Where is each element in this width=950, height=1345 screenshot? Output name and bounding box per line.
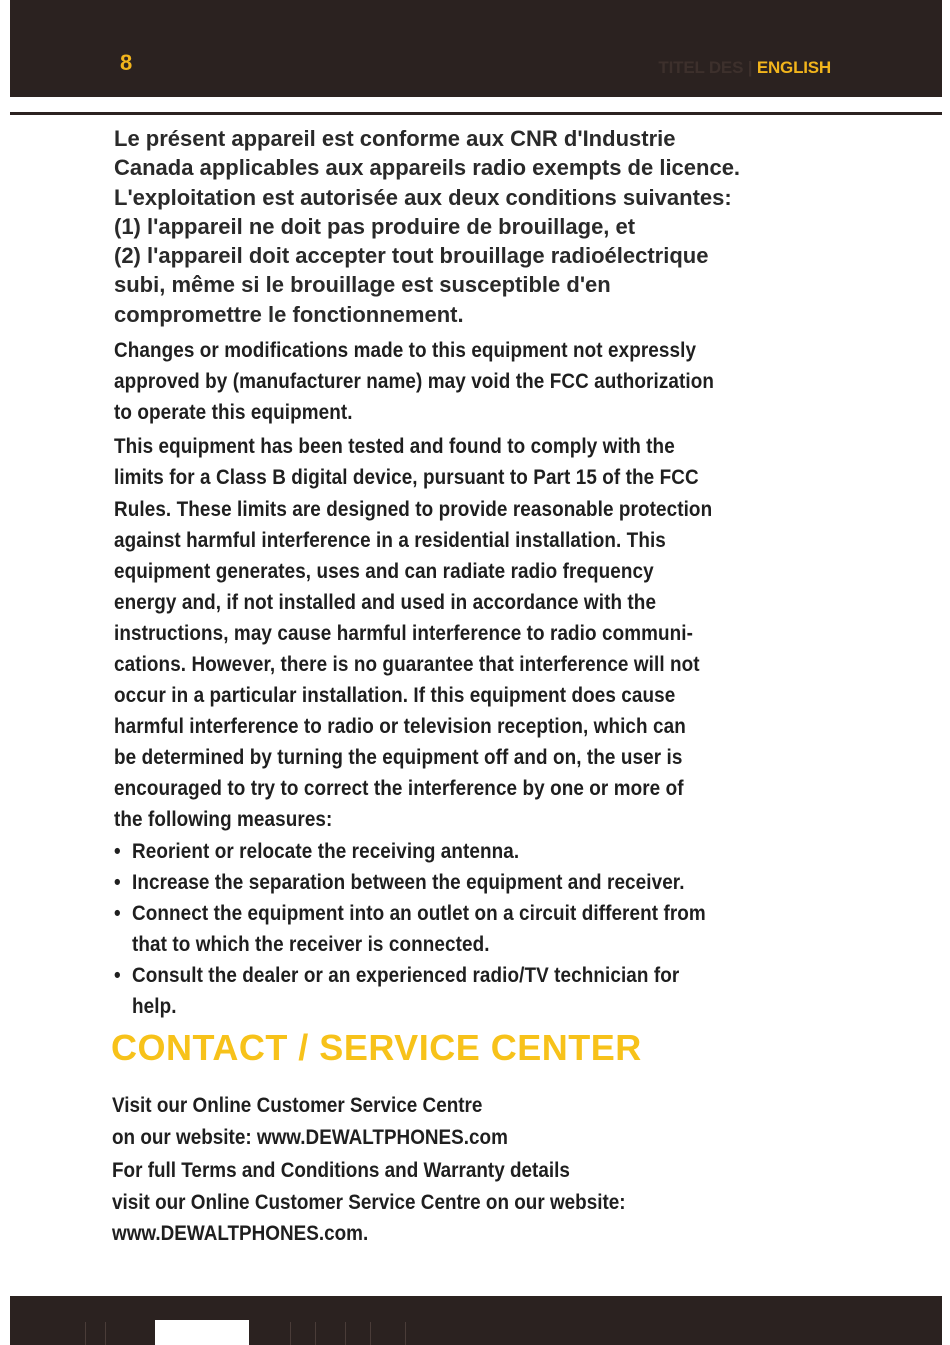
text-line: For full Terms and Conditions and Warranty details (112, 1159, 570, 1182)
text-line: cations. However, there is no guarantee that interference will not (114, 653, 700, 677)
text-line: Consult the dealer or an experienced radio/TV technician for (132, 963, 680, 987)
text-line: be determined by turning the equipment off and on, the user is (114, 746, 683, 770)
text-line: the following measures: (114, 808, 333, 832)
footer-tick (85, 1322, 86, 1345)
text-line: Connect the equipment into an outlet on a circuit different from (132, 901, 706, 925)
page-number: 8 (120, 50, 133, 75)
text-line: Le présent appareil est conforme aux CNR d'Industrie (114, 126, 676, 151)
text-line: L'exploitation est autorisée aux deux conditions suivantes: (114, 184, 732, 210)
text-line: that to which the receiver is connected. (132, 932, 490, 956)
section-title-ghost: TITEL DES | (658, 58, 753, 77)
language-label: ENGLISH (756, 58, 831, 77)
bullet: • (114, 870, 121, 894)
text-line: compromettre le fonctionnement. (114, 301, 464, 327)
contact-heading: CONTACT / SERVICE CENTER (111, 1027, 642, 1068)
fcc-modifications-paragraph (114, 335, 780, 428)
page-header-bar (10, 0, 942, 97)
text-line: limits for a Class B digital device, pursuant to Part 15 of the FCC (114, 466, 699, 490)
text-line: Reorient or relocate the receiving antenna. (132, 839, 520, 863)
list-item (114, 836, 780, 867)
page-footer-bar (10, 1296, 942, 1345)
text-line: help. (132, 995, 177, 1019)
text-line: equipment generates, uses and can radiate radio frequency (114, 559, 654, 583)
website-line: on our website: www.DEWALTPHONES.com (112, 1125, 508, 1149)
header-divider (10, 112, 942, 115)
contact-details (112, 1090, 796, 1250)
footer-tick (315, 1322, 316, 1345)
text-line: Changes or modifications made to this equipment not expressly (114, 339, 697, 363)
footer-tick (345, 1322, 346, 1345)
text-line: instructions, may cause harmful interference to radio communi- (114, 621, 694, 645)
text-line: against harmful interference in a residential installation. This (114, 528, 666, 552)
text-line: approved by (manufacturer name) may void the FCC authorization (114, 370, 714, 394)
text-line: Increase the separation between the equipment and receiver. (132, 870, 685, 894)
section-label (658, 58, 831, 78)
footer-tick (290, 1322, 291, 1345)
bullet: • (114, 839, 121, 863)
text-line: (1) l'appareil ne doit pas produire de brouillage, et (114, 213, 636, 239)
footer-tick (105, 1322, 106, 1345)
text-line: encouraged to try to correct the interference by one or more of (114, 777, 684, 801)
fcc-class-b-paragraph (114, 431, 780, 1022)
website-line: www.DEWALTPHONES.com. (112, 1222, 369, 1245)
text-line: Canada applicables aux appareils radio exempts de licence. (114, 155, 741, 181)
text-line: Visit our Online Customer Service Centre (112, 1094, 483, 1117)
bullet: • (114, 901, 121, 925)
measures-list (114, 836, 780, 1023)
bullet: • (114, 963, 121, 987)
french-compliance-notice (114, 124, 854, 329)
text-line: subi, même si le brouillage est susceptible d'en (114, 272, 611, 298)
text-line: occur in a particular installation. If this equipment does cause (114, 684, 676, 708)
text-line: energy and, if not installed and used in accordance with the (114, 590, 657, 614)
text-line: to operate this equipment. (114, 401, 353, 425)
list-item (114, 898, 780, 960)
text-line: (2) l'appareil doit accepter tout brouillage radioélectrique (114, 243, 709, 269)
footer-label-box (155, 1320, 249, 1345)
footer-tick (370, 1322, 371, 1345)
main-content (114, 124, 854, 1022)
text-line: harmful interference to radio or television reception, which can (114, 715, 686, 739)
text-line: visit our Online Customer Service Centre on our website: (112, 1190, 626, 1214)
footer-tick (405, 1322, 406, 1345)
text-line: Rules. These limits are designed to provide reasonable protection (114, 497, 713, 521)
list-item (114, 867, 780, 898)
text-line: This equipment has been tested and found to comply with the (114, 435, 675, 459)
list-item (114, 960, 780, 1022)
